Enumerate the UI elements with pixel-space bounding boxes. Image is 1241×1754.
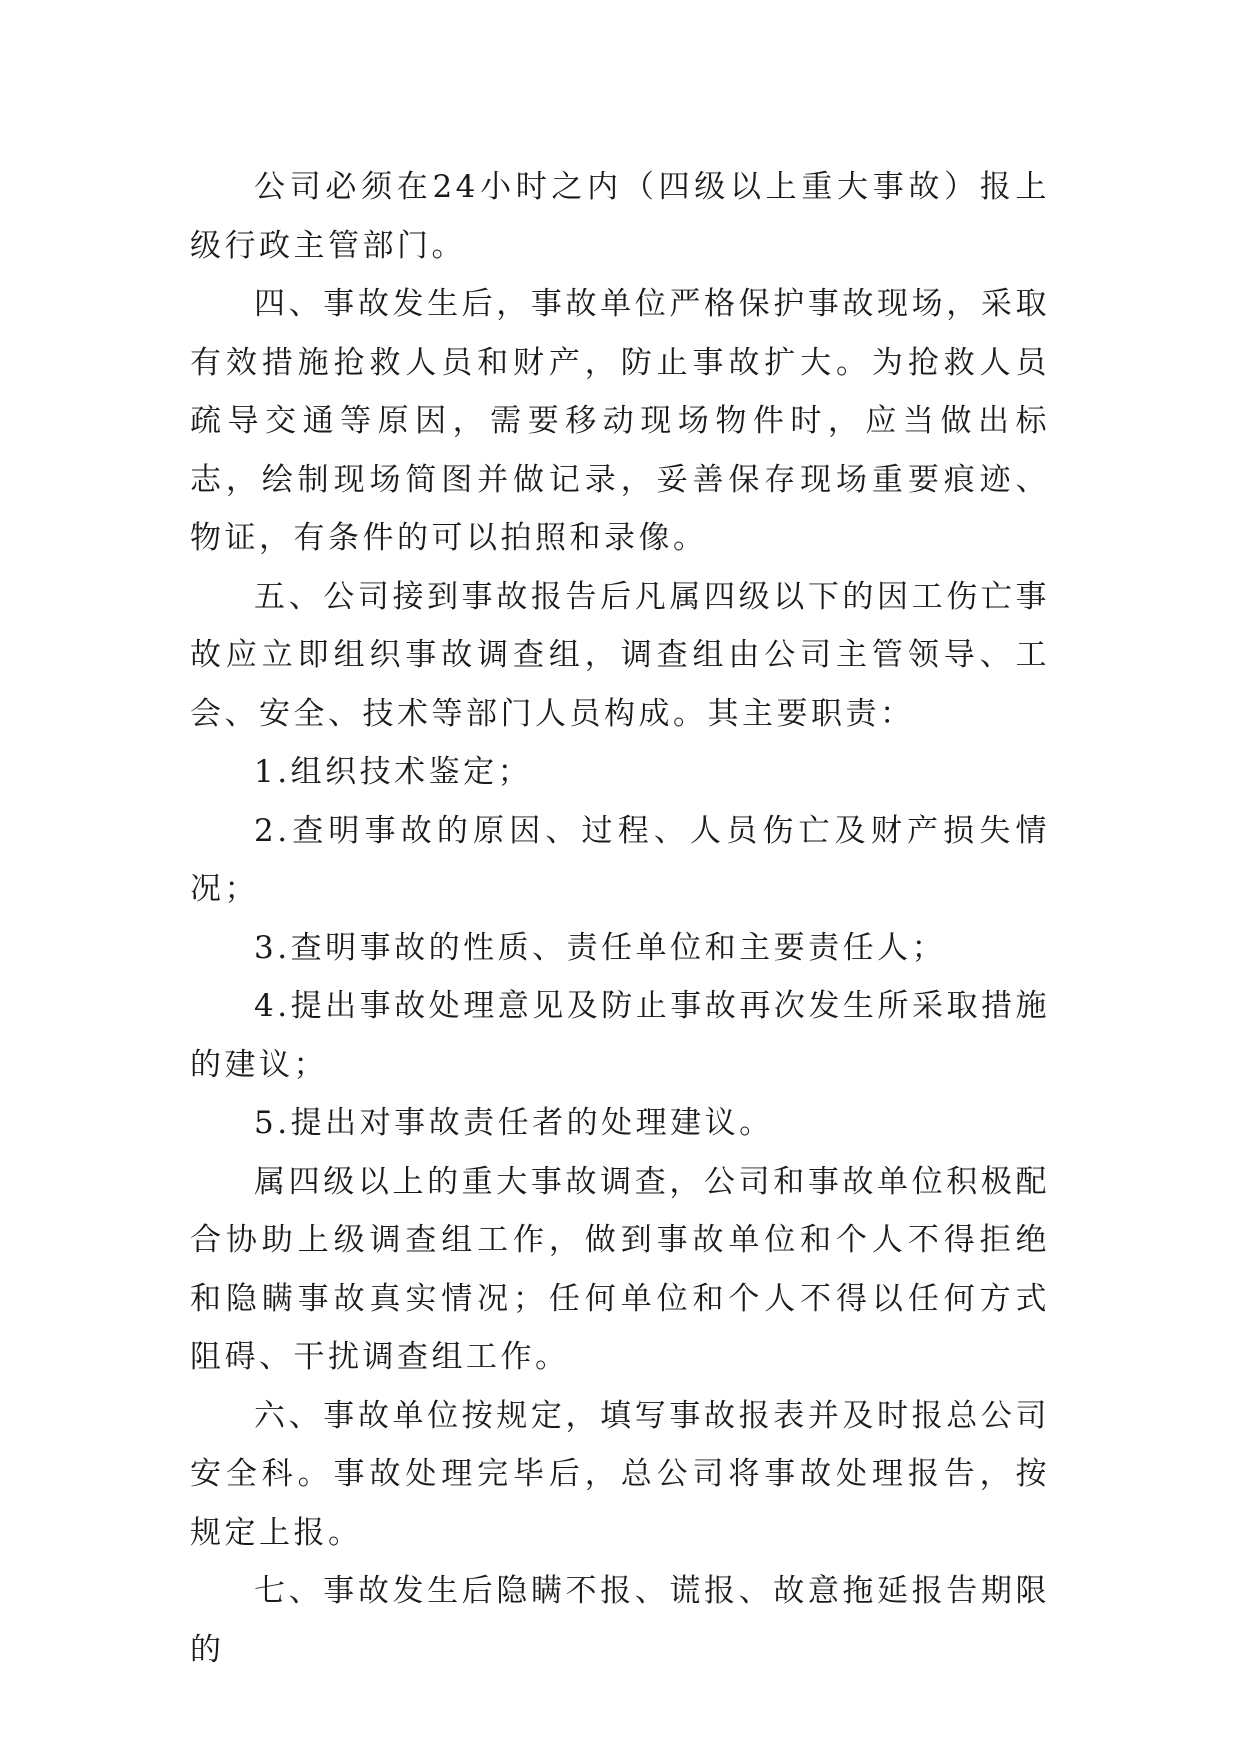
list-item-duty-5: 5.提出对事故责任者的处理建议。 — [254, 1105, 774, 1141]
list-item-duty-4: 4.提出事故处理意见及防止事故再次发生所采取措施的建议； — [190, 988, 1050, 1083]
list-item-duty-3: 3.查明事故的性质、责任单位和主要责任人； — [254, 929, 947, 966]
paragraph-section-five: 五、公司接到事故报告后凡属四级以下的因工伤亡事故应立即组织事故调查组，调查组由公司主管领导、工会、安全、技术等部门人员构成。其主要职责： — [190, 578, 1050, 732]
paragraph-section-four: 四、事故发生后，事故单位严格保护事故现场，采取有效措施抢救人员和财产，防止事故扩大。为抢救人员疏导交通等原因，需要移动现场物件时，应当做出标志，绘制现场简图并做记录，妥善保存现场重要痕迹、物证，有条件的可以拍照和录像。 — [190, 286, 1050, 556]
list-item-duty-1: 1.组织技术鉴定； — [254, 754, 533, 790]
paragraph-section-seven: 七、事故发生后隐瞒不报、谎报、故意拖延报告期限的 — [190, 1573, 1050, 1668]
document-body — [190, 158, 1050, 1679]
paragraph-section-six: 六、事故单位按规定，填写事故报表并及时报总公司安全科。事故处理完毕后，总公司将事故处理报告，按规定上报。 — [190, 1397, 1050, 1551]
paragraph-report-deadline: 公司必须在24小时之内（四级以上重大事故）报上级行政主管部门。 — [190, 169, 1050, 264]
paragraph-major-accident-investigation: 属四级以上的重大事故调查，公司和事故单位积极配合协助上级调查组工作，做到事故单位和个人不得拒绝和隐瞒事故真实情况；任何单位和个人不得以任何方式阻碍、干扰调查组工作。 — [190, 1163, 1050, 1375]
list-item-duty-2: 2.查明事故的原因、过程、人员伤亡及财产损失情况； — [190, 812, 1050, 907]
